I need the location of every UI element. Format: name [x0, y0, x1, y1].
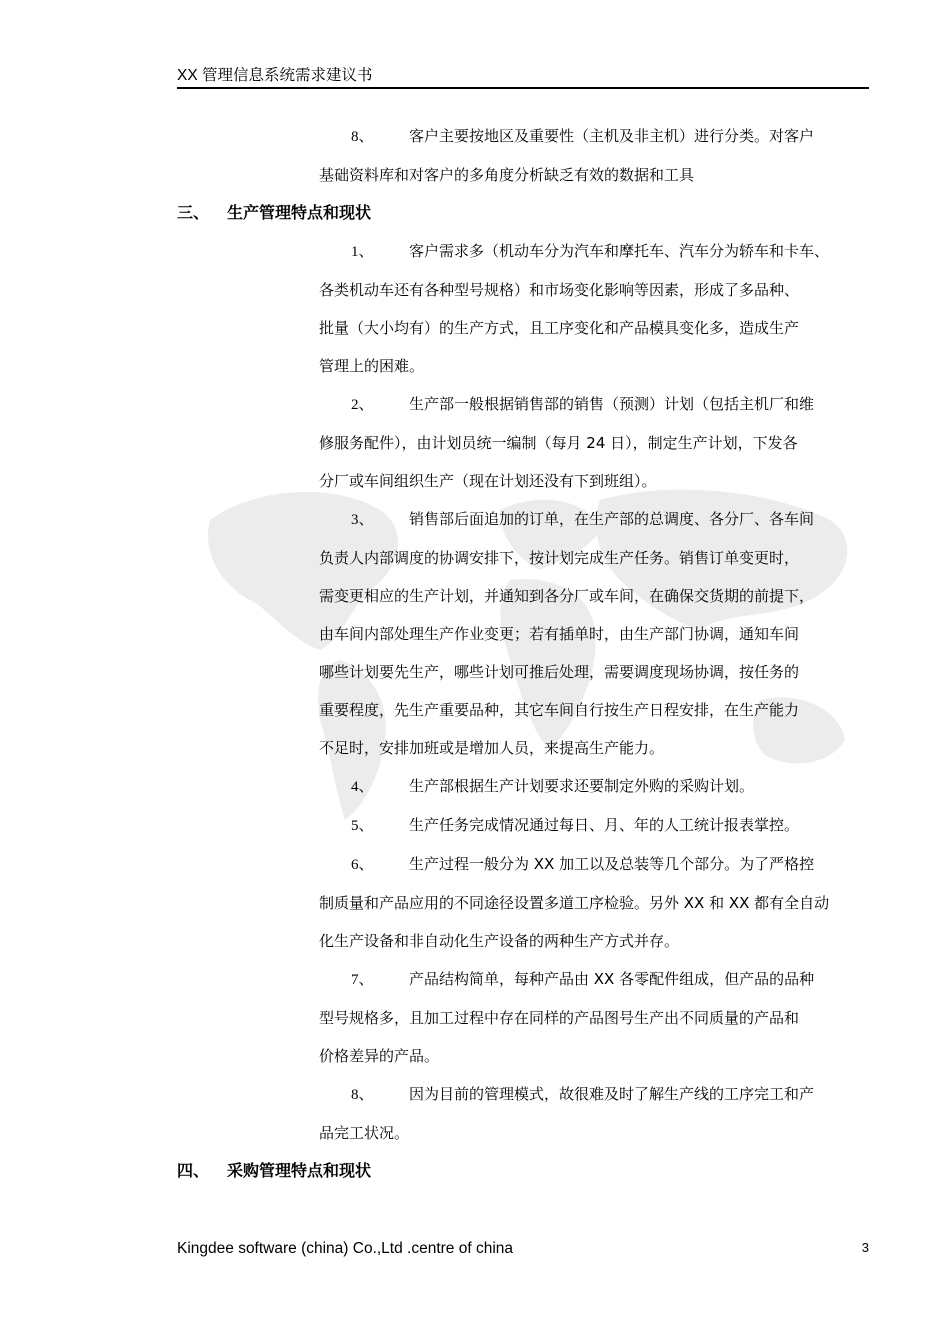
item-line: 负责人内部调度的协调安排下，按计划完成生产任务。销售订单变更时，: [319, 549, 800, 567]
list-item: 5、 生产任务完成情况通过每日、月、年的人工统计报表掌控。: [177, 806, 869, 845]
item-number: 2、: [351, 397, 374, 413]
page-number: 3: [861, 1240, 869, 1255]
list-item: 7、 产品结构简单，每种产品由 XX 各零配件组成，但产品的品种 型号规格多，且加工过程中存在同样的产品图号生产出不同质量的产品和 价格差异的产品。: [177, 960, 869, 1075]
item-line: 各类机动车还有各种型号规格）和市场变化影响等因素，形成了多品种、: [319, 281, 800, 299]
item-line: 需变更相应的生产计划，并通知到各分厂或车间，在确保交货期的前提下，: [319, 587, 815, 605]
item-line: 重要程度，先生产重要品种，其它车间自行按生产日程安排，在生产能力: [319, 701, 800, 719]
document-footer: [177, 1240, 869, 1258]
header-title: XX 管理信息系统需求建议书: [177, 67, 373, 84]
item-line: 修服务配件），由计划员统一编制（每月 24 日），制定生产计划，下发各: [319, 434, 798, 452]
list-item: 1、 客户需求多（机动车分为汽车和摩托车、汽车分为轿车和卡车、 各类机动车还有各种型号规格）和市场变化影响等因素，形成了多品种、 批量（大小均有）的生产方式，且工序变化和产品模具变化多，造成生产 管理上的困难。: [177, 232, 869, 385]
list-item: 8、 因为目前的管理模式，故很难及时了解生产线的工序完工和产 品完工状况。: [177, 1075, 869, 1152]
footer-company: Kingdee software (china) Co.,Ltd .centre of china: [177, 1240, 514, 1257]
item-number: 7、: [351, 972, 374, 988]
item-line: 8、 客户主要按地区及重要性（主机及非主机）进行分类。对客户: [319, 117, 869, 156]
section-heading: [177, 1152, 869, 1190]
item-line: 基础资料库和对客户的多角度分析缺乏有效的数据和工具: [319, 166, 695, 184]
list-item: [177, 117, 869, 194]
item-line: 价格差异的产品。: [319, 1047, 440, 1065]
item-line: 由车间内部处理生产作业变更；若有插单时，由生产部门协调，通知车间: [319, 625, 800, 643]
item-line: 化生产设备和非自动化生产设备的两种生产方式并存。: [319, 932, 680, 950]
item-line: 不足时，安排加班或是增加人员，来提高生产能力。: [319, 739, 665, 757]
item-number: 5、: [351, 818, 374, 834]
item-line: 品完工状况。: [319, 1124, 410, 1142]
item-number: 4、: [351, 779, 374, 795]
item-number: 8、: [351, 1087, 374, 1103]
section-number: 三、: [177, 203, 210, 222]
item-line: 哪些计划要先生产，哪些计划可推后处理，需要调度现场协调，按任务的: [319, 663, 800, 681]
item-line: 分厂或车间组织生产（现在计划还没有下到班组）。: [319, 472, 657, 490]
document-body: [177, 117, 869, 1190]
section-number: 四、: [177, 1161, 210, 1180]
list-item: 4、 生产部根据生产计划要求还要制定外购的采购计划。: [177, 767, 869, 806]
section-heading: [177, 194, 869, 232]
item-line: 管理上的困难。: [319, 357, 425, 375]
section-title: 生产管理特点和现状: [227, 203, 372, 222]
list-item: 3、 销售部后面追加的订单，在生产部的总调度、各分厂、各车间 负责人内部调度的协调安排下，按计划完成生产任务。销售订单变更时， 需变更相应的生产计划，并通知到各分厂或车间，在确保交货期的前提下， 由车间内部处理生产作业变更；若有插单时，由生产部门协调，通知车间 哪些计划要先生产，哪些计划可推后处理，需要调度现场协调，按任务的 重要程度，先生产重要品种，其它车间自行按生产日程安排，在生产能力 不足时，安排加班或是增加人员，来提高生产能力。: [177, 500, 869, 767]
list-item: 6、 生产过程一般分为 XX 加工以及总装等几个部分。为了严格控 制质量和产品应用的不同途径设置多道工序检验。另外 XX 和 XX 都有全自动 化生产设备和非自动化生产设备的两种生产方式并存。: [177, 845, 869, 960]
document-header: [177, 66, 869, 89]
item-line: 批量（大小均有）的生产方式，且工序变化和产品模具变化多，造成生产: [319, 319, 800, 337]
section-title: 采购管理特点和现状: [227, 1161, 372, 1180]
item-line: 型号规格多，且加工过程中存在同样的产品图号生产出不同质量的产品和: [319, 1009, 800, 1027]
list-item: 2、 生产部一般根据销售部的销售（预测）计划（包括主机厂和维 修服务配件），由计划员统一编制（每月 24 日），制定生产计划，下发各 分厂或车间组织生产（现在计划还没有下到班组）。: [177, 385, 869, 500]
item-number: 8、: [351, 129, 374, 145]
item-line: 制质量和产品应用的不同途径设置多道工序检验。另外 XX 和 XX 都有全自动: [319, 894, 830, 912]
item-number: 6、: [351, 857, 374, 873]
item-number: 3、: [351, 512, 374, 528]
item-number: 1、: [351, 244, 374, 260]
